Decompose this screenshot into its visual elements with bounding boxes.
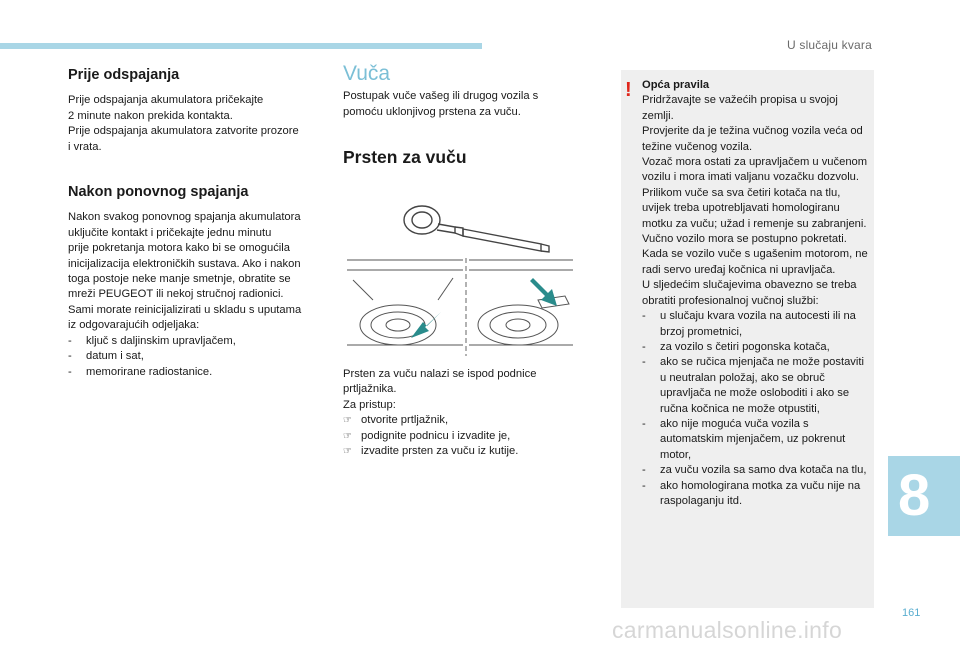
after-text-line: toga postoje neke manje smetnje, obratite se	[68, 273, 291, 286]
list-item: - u slučaju kvara vozila na autocesti ili na brzoj prometnici,	[642, 309, 868, 340]
step-item: ☞ izvadite prsten za vuču iz kutije.	[343, 444, 575, 459]
towing-eye-heading: Prsten za vuču	[343, 147, 467, 168]
after-text-line: uključite kontakt i pričekajte jednu minutu	[68, 226, 272, 239]
towing-eye-illustration	[343, 200, 575, 357]
left-column	[68, 66, 326, 380]
before-text-line: Prije odspajanja akumulatora pričekajte	[68, 94, 264, 107]
list-item: - memorirane radiostanice.	[68, 365, 326, 380]
after-text-line: inicijalizacija elektroničkih sustava. Ako i nakon	[68, 257, 301, 270]
page-number: 161	[902, 607, 921, 619]
list-item: - ako se ručica mjenjača ne može postaviti u neutralan položaj, ako se obruč upravljača ne može osloboditi i ako se ručna kočnica ne može otpustiti,	[642, 355, 868, 417]
access-steps-list	[343, 413, 575, 459]
warning-list	[642, 309, 868, 509]
caption-line: prtljažnika.	[343, 383, 397, 396]
pointer-arrow-right-icon	[530, 278, 557, 306]
warning-paragraph: Pridržavajte se važećih propisa u svojoj zemlji.	[642, 94, 838, 122]
towing-section-title: Vuča	[343, 62, 391, 85]
list-item: - za vozilo s četiri pogonska kotača,	[642, 340, 868, 355]
warning-paragraph: Provjerite da je težina vučnog vozila veća od težine vučenog vozila.	[642, 125, 863, 153]
chapter-title: U slučaju kvara	[786, 38, 872, 52]
reinit-list	[68, 334, 326, 380]
before-text-line: Prije odspajanja akumulatora zatvorite prozore	[68, 125, 299, 138]
before-disconnect-heading: Prije odspajanja	[68, 67, 180, 83]
list-item: - ključ s daljinskim upravljačem,	[68, 334, 326, 349]
list-item: - ako nije moguća vuča vozila s automatskim mjenjačem, uz pokrenut motor,	[642, 417, 868, 463]
chapter-tab	[888, 456, 960, 536]
step-item: ☞ otvorite prtljažnik,	[343, 413, 575, 428]
towing-intro-line: pomoću uklonjivog prstena za vuču.	[343, 105, 521, 118]
list-item: - datum i sat,	[68, 349, 326, 364]
towing-eye-tool	[404, 206, 549, 252]
top-accent-bar	[0, 43, 482, 49]
after-text-line: Nakon svakog ponovnog spajanja akumulatora	[68, 211, 301, 224]
list-item: - za vuču vozila sa samo dva kotača na tlu,	[642, 463, 868, 478]
warning-text	[642, 78, 868, 509]
towing-intro-line: Postupak vuče vašeg ili drugog vozila s	[343, 90, 539, 103]
caption-line: Za pristup:	[343, 398, 396, 411]
middle-column	[343, 62, 575, 168]
before-text-line: 2 minute nakon prekida kontakta.	[68, 109, 233, 122]
after-text-line: Sami morate reinicijalizirati u skladu s uputama	[68, 303, 302, 316]
list-item: - ako homologirana motka za vuču nije na raspolaganju itd.	[642, 479, 868, 510]
pointer-arrow-left-icon	[411, 310, 443, 338]
general-rules-warning-box	[621, 70, 874, 608]
caption-line: Prsten za vuču nalazi se ispod podnice	[343, 368, 537, 380]
trunk-left-view	[347, 260, 463, 345]
chapter-number: 8	[898, 463, 931, 528]
footer-watermark: carmanualsonline.info	[612, 617, 843, 643]
after-reconnect-heading: Nakon ponovnog spajanja	[68, 184, 249, 201]
after-text-line: mreži PEUGEOT ili nekoj stručnoj radionici.	[68, 288, 284, 301]
exclamation-icon: !	[625, 79, 632, 101]
warning-paragraph: U sljedećim slučajevima obavezno se treba obratiti profesionalnoj vučnoj službi:	[642, 279, 857, 307]
warning-paragraph: Vozač mora ostati za upravljačem u vučenom vozilu i mora imati valjanu vozačku dozvolu.	[642, 156, 868, 184]
warning-paragraph: Vučno vozilo mora se postupno pokretati.	[642, 233, 847, 246]
warning-title: Opća pravila	[642, 79, 710, 91]
after-text-line: prije pokretanja motora kako bi se omogućila	[68, 242, 291, 255]
step-item: ☞ podignite podnicu i izvadite je,	[343, 429, 575, 444]
trunk-right-view	[469, 260, 573, 345]
before-text-line: i vrata.	[68, 140, 102, 153]
towing-eye-caption	[343, 367, 575, 459]
warning-paragraph: Prilikom vuče sa sva četiri kotača na tlu, uvijek treba upotrebljavati homologiranu motku za vuču; užad i remenje su zabranjeni.	[642, 186, 867, 230]
after-text-line: iz odgovarajućih odjeljaka:	[68, 319, 200, 332]
warning-paragraph: Kada se vozilo vuče s ugašenim motorom, ne radi servo uređaj kočnica ni upravljača.	[642, 248, 868, 276]
